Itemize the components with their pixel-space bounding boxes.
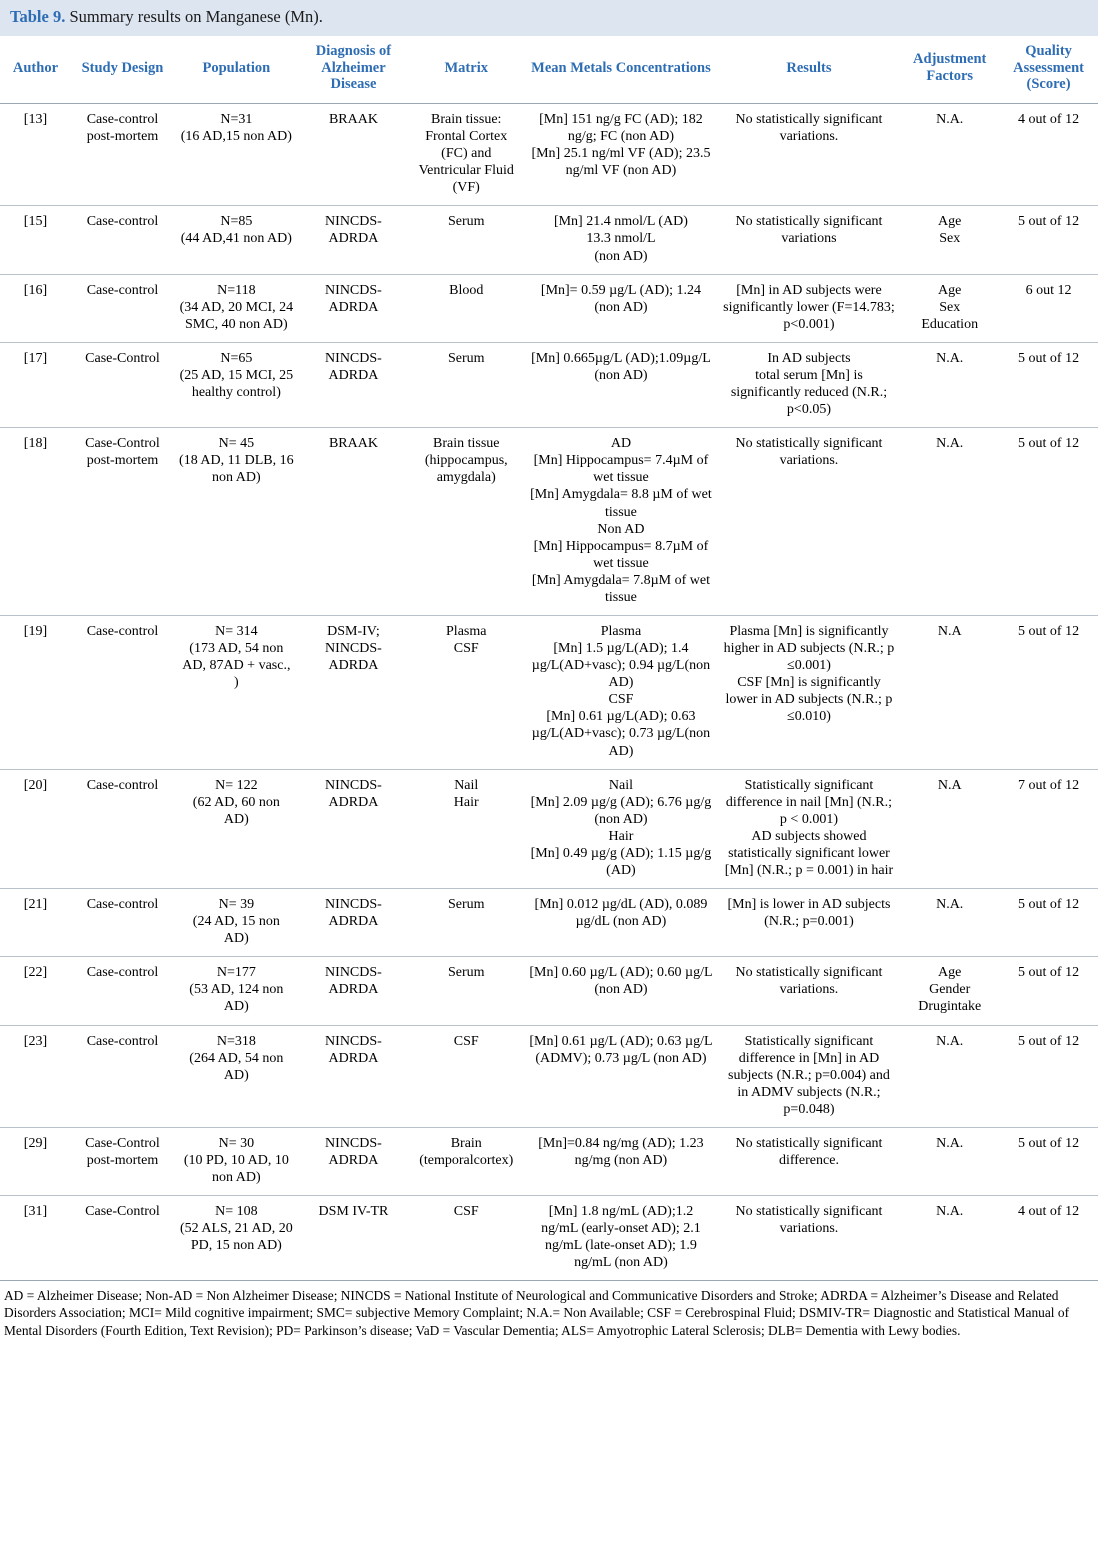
cell-mean-metals-concentrations-line: CSF — [608, 692, 634, 708]
cell-mean-metals-concentrations-line: Nail — [608, 777, 633, 793]
cell-mean-metals-concentrations-line: (non AD) — [594, 248, 648, 264]
cell-mean-metals-concentrations-line: [Mn] 0.012 µg/dL (AD), 0.089 µg/dL (non AD) — [534, 897, 708, 930]
cell-adjustment-factors-line: N.A — [937, 777, 962, 793]
cell-diagnosis — [299, 428, 409, 616]
cell-mean-metals-concentrations-line: [Mn] Hippocampus= 8.7µM of wet tissue — [533, 538, 709, 571]
cell-study-design-line: post-mortem — [86, 453, 159, 469]
cell-quality-assessment-line: 6 out 12 — [1025, 282, 1072, 298]
cell-matrix — [408, 615, 524, 769]
cell-matrix-line: CSF — [453, 641, 479, 657]
cell-results-line: total serum [Mn] is significantly reduced (N.R.; p<0.05) — [730, 367, 888, 418]
cell-population-line: N= 314 — [215, 623, 258, 639]
cell-results — [718, 1025, 901, 1127]
cell-study-design-line: post-mortem — [86, 1153, 159, 1168]
cell-matrix-line: Brain tissue (hippocampus, amygdala) — [424, 436, 508, 486]
cell-study-design — [71, 1196, 174, 1281]
cell-adjustment-factors — [900, 769, 999, 888]
cell-mean-metals-concentrations-line: [Mn] 0.49 µg/g (AD); 1.15 µg/g (AD) — [530, 845, 712, 878]
cell-mean-metals-concentrations-line: [Mn] 151 ng/g FC (AD); 182 ng/g; FC (non AD) — [539, 112, 703, 145]
cell-quality-assessment-line: 5 out of 12 — [1018, 897, 1080, 913]
cell-quality-assessment — [999, 274, 1098, 342]
cell-results-line: Plasma [Mn] is significantly higher in AD subjects (N.R.; p ≤0.001) — [723, 623, 895, 674]
cell-author-line: [15] — [23, 214, 48, 230]
cell-population — [174, 1127, 299, 1195]
cell-quality-assessment-line: 7 out of 12 — [1018, 777, 1080, 793]
cell-mean-metals-concentrations — [524, 206, 717, 274]
cell-population — [174, 889, 299, 957]
cell-study-design-line: Case-Control — [85, 1204, 160, 1220]
cell-diagnosis — [299, 274, 409, 342]
cell-population-line: (53 AD, 124 non AD) — [189, 982, 284, 1015]
cell-diagnosis — [299, 769, 409, 888]
cell-author-line: [19] — [23, 623, 48, 639]
table-row — [0, 1025, 1098, 1127]
cell-diagnosis — [299, 889, 409, 957]
cell-matrix-line: Brain tissue: Frontal Cortex (FC) and Ventricular Fluid (VF) — [418, 112, 514, 196]
cell-mean-metals-concentrations — [524, 104, 717, 206]
cell-mean-metals-concentrations — [524, 957, 717, 1025]
cell-adjustment-factors-line: N.A. — [936, 1135, 964, 1151]
cell-author-line: [21] — [23, 897, 48, 913]
cell-population — [174, 957, 299, 1025]
cell-mean-metals-concentrations-line: [Mn] Hippocampus= 7.4µM of wet tissue — [533, 453, 709, 486]
table-row — [0, 206, 1098, 274]
cell-population — [174, 1196, 299, 1281]
cell-study-design — [71, 1025, 174, 1127]
cell-population-line: N= 30 — [218, 1135, 255, 1151]
cell-results-line: Statistically significant difference in [Mn] in AD subjects (N.R.; p=0.004) and in ADMV subjects (N.R.; p=0.048) — [728, 1033, 890, 1117]
cell-population — [174, 342, 299, 427]
cell-matrix — [408, 104, 524, 206]
cell-quality-assessment — [999, 1196, 1098, 1281]
cell-adjustment-factors — [900, 1127, 999, 1195]
cell-mean-metals-concentrations-line: Hair — [608, 828, 634, 844]
cell-adjustment-factors-line: N.A. — [936, 897, 964, 913]
cell-mean-metals-concentrations-line: AD — [610, 436, 632, 452]
table-row — [0, 274, 1098, 342]
cell-adjustment-factors — [900, 206, 999, 274]
cell-diagnosis-line: NINCDS-ADRDA — [325, 777, 382, 810]
column-header-results: Results — [718, 37, 901, 104]
cell-study-design — [71, 428, 174, 616]
cell-author-line: [22] — [23, 965, 48, 981]
cell-matrix-line: Serum — [447, 350, 485, 366]
cell-results-line: No statistically significant variations. — [735, 112, 883, 145]
cell-diagnosis — [299, 957, 409, 1025]
cell-diagnosis — [299, 1196, 409, 1281]
cell-matrix — [408, 342, 524, 427]
cell-matrix — [408, 1127, 524, 1195]
cell-matrix-line: Blood — [449, 282, 484, 298]
cell-results-line: [Mn] is lower in AD subjects (N.R.; p=0.001) — [727, 897, 891, 930]
cell-adjustment-factors-line: Drugintake — [918, 999, 982, 1015]
cell-results-line: No statistically significant variations — [735, 214, 883, 247]
cell-quality-assessment-line: 4 out of 12 — [1018, 1204, 1080, 1220]
cell-results — [718, 274, 901, 342]
cell-quality-assessment — [999, 769, 1098, 888]
cell-quality-assessment — [999, 889, 1098, 957]
cell-population-line: (264 AD, 54 non AD) — [189, 1050, 284, 1083]
cell-matrix-line: CSF — [453, 1204, 479, 1220]
cell-author — [0, 1196, 71, 1281]
cell-mean-metals-concentrations — [524, 274, 717, 342]
cell-results-line: CSF [Mn] is significantly lower in AD subjects (N.R.; p ≤0.010) — [725, 675, 893, 725]
cell-study-design-line: Case-Control — [85, 350, 160, 366]
cell-mean-metals-concentrations — [524, 889, 717, 957]
cell-matrix-line: CSF — [453, 1033, 479, 1049]
cell-results-line: No statistically significant difference. — [735, 1135, 883, 1168]
cell-population-line: (18 AD, 11 DLB, 16 non AD) — [179, 453, 294, 486]
column-header-matrix: Matrix — [408, 37, 524, 104]
cell-mean-metals-concentrations — [524, 1025, 717, 1127]
cell-adjustment-factors — [900, 1025, 999, 1127]
cell-matrix — [408, 1025, 524, 1127]
cell-adjustment-factors — [900, 104, 999, 206]
cell-population — [174, 615, 299, 769]
cell-author-line: [31] — [23, 1204, 48, 1220]
cell-adjustment-factors-line: Sex — [939, 299, 961, 315]
summary-results-table — [0, 37, 1098, 1281]
cell-study-design-line: Case-control — [86, 1033, 159, 1049]
cell-diagnosis-line: NINCDS-ADRDA — [325, 350, 382, 383]
cell-results-line: In AD subjects — [767, 350, 851, 366]
cell-results — [718, 957, 901, 1025]
cell-matrix-line: Nail — [454, 777, 479, 793]
cell-matrix — [408, 769, 524, 888]
cell-mean-metals-concentrations — [524, 769, 717, 888]
cell-results — [718, 428, 901, 616]
cell-mean-metals-concentrations-line: [Mn] 21.4 nmol/L (AD) — [553, 214, 688, 230]
cell-study-design — [71, 104, 174, 206]
cell-results-line: No statistically significant variations. — [735, 965, 883, 998]
cell-matrix-line: Serum — [447, 897, 485, 913]
cell-quality-assessment-line: 5 out of 12 — [1018, 436, 1080, 452]
cell-results — [718, 342, 901, 427]
cell-population-line: N=31 — [220, 112, 253, 128]
cell-diagnosis-line: NINCDS-ADRDA — [325, 1135, 382, 1168]
cell-author-line: [13] — [23, 112, 48, 128]
cell-mean-metals-concentrations-line: [Mn] 2.09 µg/g (AD); 6.76 µg/g (non AD) — [530, 794, 712, 827]
cell-population-line: (173 AD, 54 non AD, 87AD + vasc., ) — [182, 641, 291, 691]
cell-adjustment-factors-line: N.A. — [936, 350, 964, 366]
table-caption — [0, 0, 1098, 37]
cell-results — [718, 1127, 901, 1195]
cell-mean-metals-concentrations-line: [Mn] Amygdala= 7.8µM of wet tissue — [531, 572, 710, 605]
cell-population-line: N=85 — [220, 214, 253, 230]
cell-population-line: (34 AD, 20 MCI, 24 SMC, 40 non AD) — [179, 299, 294, 332]
cell-population-line: N=118 — [217, 282, 256, 298]
cell-results-line: No statistically significant variations. — [735, 436, 883, 469]
cell-quality-assessment — [999, 342, 1098, 427]
cell-study-design — [71, 615, 174, 769]
cell-population-line: N=177 — [216, 965, 256, 981]
cell-author — [0, 957, 71, 1025]
cell-matrix — [408, 957, 524, 1025]
cell-population-line: (52 ALS, 21 AD, 20 PD, 15 non AD) — [179, 1221, 293, 1254]
table-header-row — [0, 37, 1098, 104]
cell-author-line: [23] — [23, 1033, 48, 1049]
column-header-population: Population — [174, 37, 299, 104]
cell-quality-assessment — [999, 104, 1098, 206]
cell-adjustment-factors-line: Age — [938, 965, 962, 981]
cell-adjustment-factors-line: Sex — [939, 231, 961, 247]
cell-diagnosis-line: NINCDS-ADRDA — [325, 214, 382, 247]
cell-mean-metals-concentrations-line: [Mn] 1.8 ng/mL (AD);1.2 ng/mL (early-onset AD); 2.1 ng/mL (late-onset AD); 1.9 ng/mL (non AD) — [541, 1204, 701, 1271]
cell-population — [174, 1025, 299, 1127]
cell-diagnosis-line: DSM IV-TR — [318, 1204, 389, 1220]
cell-adjustment-factors-line: N.A. — [936, 1204, 964, 1220]
cell-study-design-line: Case-control — [86, 112, 159, 128]
cell-mean-metals-concentrations — [524, 1196, 717, 1281]
table-row — [0, 1196, 1098, 1281]
cell-results — [718, 615, 901, 769]
cell-quality-assessment-line: 5 out of 12 — [1018, 1135, 1080, 1151]
table-row — [0, 1127, 1098, 1195]
cell-diagnosis — [299, 342, 409, 427]
table-caption-text: Summary results on Manganese (Mn). — [69, 7, 323, 26]
table-header — [0, 37, 1098, 104]
cell-study-design — [71, 206, 174, 274]
cell-matrix-line: Serum — [447, 965, 485, 981]
cell-mean-metals-concentrations-line: Non AD — [597, 521, 645, 537]
cell-mean-metals-concentrations-line: [Mn] 25.1 ng/ml VF (AD); 23.5 ng/ml VF (non AD) — [531, 146, 711, 179]
cell-results-line: [Mn] in AD subjects were significantly lower (F=14.783; p<0.001) — [723, 282, 895, 332]
cell-mean-metals-concentrations — [524, 428, 717, 616]
cell-mean-metals-concentrations-line: [Mn]= 0.59 µg/L (AD); 1.24 (non AD) — [540, 282, 701, 315]
cell-mean-metals-concentrations-line: [Mn] 1.5 µg/L(AD); 1.4 µg/L(AD+vasc); 0.94 µg/L(non AD) — [531, 641, 711, 691]
cell-population-line: N= 122 — [215, 777, 258, 793]
cell-author — [0, 615, 71, 769]
cell-study-design — [71, 342, 174, 427]
cell-diagnosis-line: NINCDS-ADRDA — [325, 282, 382, 315]
column-header-diagnosis: Diagnosis of Alzheimer Disease — [299, 37, 409, 104]
cell-mean-metals-concentrations-line: [Mn]=0.84 ng/mg (AD); 1.23 ng/mg (non AD) — [538, 1135, 704, 1168]
cell-adjustment-factors-line: N.A. — [936, 436, 964, 452]
cell-author — [0, 1025, 71, 1127]
column-header-adjustment-factors: Adjustment Factors — [900, 37, 999, 104]
cell-study-design-line: Case-control — [86, 965, 159, 981]
cell-author-line: [16] — [23, 282, 48, 298]
cell-results-line: Statistically significant difference in nail [Mn] (N.R.; p < 0.001) — [725, 777, 893, 827]
cell-population-line: (16 AD,15 non AD) — [180, 129, 292, 145]
table-row — [0, 428, 1098, 616]
table-footnote: AD = Alzheimer Disease; Non-AD = Non Alzheimer Disease; NINCDS = National Institute of Neurological and Communicative Disorders and Stroke; ADRDA = Alzheimer’s Disease and Related Disorders Association; MCI= Mild cognitive impairment; SMC= subjective Memory Complaint; N.A.= Non Available; CSF = Cerebrospinal Fluid; DSMIV-TR= Diagnostic and Statistical Manual of Mental Disorders (Fourth Edition, Text Revision); PD= Parkinson’s disease; VaD = Vascular Dementia; ALS= Amyotrophic Lateral Sclerosis; DLB= Dementia with Lewy bodies. — [4, 1288, 1070, 1338]
table-row — [0, 104, 1098, 206]
cell-study-design — [71, 957, 174, 1025]
column-header-mean-metals-concentrations: Mean Metals Concentrations — [524, 37, 717, 104]
column-header-quality-assessment: Quality Assessment (Score) — [999, 37, 1098, 104]
cell-mean-metals-concentrations — [524, 1127, 717, 1195]
cell-population — [174, 206, 299, 274]
cell-adjustment-factors — [900, 428, 999, 616]
cell-mean-metals-concentrations-line: [Mn] 0.60 µg/L (AD); 0.60 µg/L (non AD) — [529, 965, 713, 998]
cell-population — [174, 769, 299, 888]
cell-diagnosis-line: NINCDS-ADRDA — [325, 965, 382, 998]
cell-adjustment-factors — [900, 889, 999, 957]
cell-author-line: [29] — [23, 1135, 48, 1151]
cell-study-design-line: Case-control — [86, 777, 159, 793]
cell-matrix — [408, 206, 524, 274]
cell-diagnosis-line: BRAAK — [328, 436, 378, 452]
cell-mean-metals-concentrations-line: [Mn] 0.61 µg/L (AD); 0.63 µg/L (ADMV); 0.73 µg/L (non AD) — [529, 1033, 713, 1066]
cell-adjustment-factors — [900, 342, 999, 427]
cell-quality-assessment-line: 4 out of 12 — [1018, 112, 1080, 128]
cell-mean-metals-concentrations-line: 13.3 nmol/L — [586, 231, 656, 247]
cell-quality-assessment — [999, 957, 1098, 1025]
cell-results-line: AD subjects showed statistically significant lower [Mn] (N.R.; p = 0.001) in hair — [724, 828, 894, 878]
table-row — [0, 342, 1098, 427]
cell-diagnosis — [299, 104, 409, 206]
cell-mean-metals-concentrations-line: Plasma — [600, 623, 642, 639]
cell-study-design-line: Case-control — [86, 214, 159, 230]
cell-matrix-line: Serum — [447, 214, 485, 230]
cell-population-line: N= 39 — [218, 897, 255, 913]
cell-population-line: N= 45 — [218, 436, 255, 452]
cell-quality-assessment — [999, 206, 1098, 274]
table-row — [0, 889, 1098, 957]
table-row — [0, 957, 1098, 1025]
cell-study-design-line: Case-control — [86, 282, 159, 298]
cell-population — [174, 104, 299, 206]
cell-study-design-line: Case-control — [86, 623, 159, 639]
cell-diagnosis-line: NINCDS-ADRDA — [325, 897, 382, 930]
cell-author — [0, 104, 71, 206]
cell-author — [0, 889, 71, 957]
cell-study-design-line: Case-Control — [85, 436, 160, 452]
cell-diagnosis-line: BRAAK — [328, 112, 378, 128]
cell-quality-assessment-line: 5 out of 12 — [1018, 214, 1080, 230]
cell-author — [0, 769, 71, 888]
cell-matrix — [408, 274, 524, 342]
cell-quality-assessment — [999, 1025, 1098, 1127]
cell-author-line: [18] — [23, 436, 48, 452]
cell-population-line: (44 AD,41 non AD) — [180, 231, 292, 247]
cell-diagnosis — [299, 615, 409, 769]
cell-study-design-line: Case-Control — [85, 1135, 160, 1151]
cell-population-line: N=65 — [220, 350, 253, 366]
cell-diagnosis-line: NINCDS-ADRDA — [325, 1033, 382, 1066]
cell-adjustment-factors-line: N.A — [937, 623, 962, 639]
cell-adjustment-factors — [900, 615, 999, 769]
table-caption-label: Table 9. — [10, 7, 66, 26]
cell-study-design — [71, 769, 174, 888]
cell-results — [718, 1196, 901, 1281]
cell-author — [0, 428, 71, 616]
table-row — [0, 769, 1098, 888]
cell-adjustment-factors-line: Age — [938, 214, 962, 230]
cell-quality-assessment-line: 5 out of 12 — [1018, 350, 1080, 366]
cell-matrix — [408, 1196, 524, 1281]
cell-results — [718, 769, 901, 888]
cell-population-line: (24 AD, 15 non AD) — [192, 914, 280, 947]
cell-diagnosis — [299, 206, 409, 274]
cell-diagnosis-line: DSM-IV; NINCDS-ADRDA — [325, 623, 382, 674]
cell-quality-assessment-line: 5 out of 12 — [1018, 623, 1080, 639]
cell-quality-assessment — [999, 615, 1098, 769]
cell-author — [0, 206, 71, 274]
cell-adjustment-factors — [900, 274, 999, 342]
cell-mean-metals-concentrations-line: [Mn] 0.665µg/L (AD);1.09µg/L (non AD) — [531, 350, 711, 383]
table-row — [0, 615, 1098, 769]
cell-mean-metals-concentrations-line: [Mn] 0.61 µg/L(AD); 0.63 µg/L(AD+vasc); 0.73 µg/L(non AD) — [531, 709, 711, 759]
table-body — [0, 104, 1098, 1281]
cell-quality-assessment — [999, 1127, 1098, 1195]
column-header-author: Author — [0, 37, 71, 104]
cell-author — [0, 342, 71, 427]
cell-study-design — [71, 889, 174, 957]
cell-population — [174, 428, 299, 616]
cell-study-design-line: post-mortem — [86, 129, 159, 145]
cell-adjustment-factors-line: Age — [938, 282, 962, 298]
cell-quality-assessment — [999, 428, 1098, 616]
cell-matrix — [408, 889, 524, 957]
cell-population-line: (25 AD, 15 MCI, 25 healthy control) — [179, 367, 294, 401]
cell-quality-assessment-line: 5 out of 12 — [1018, 965, 1080, 981]
cell-matrix-line: Hair — [453, 794, 479, 810]
cell-adjustment-factors-line: Gender — [929, 982, 971, 998]
cell-adjustment-factors — [900, 957, 999, 1025]
cell-mean-metals-concentrations — [524, 615, 717, 769]
cell-adjustment-factors — [900, 1196, 999, 1281]
cell-author-line: [17] — [23, 350, 48, 366]
cell-mean-metals-concentrations-line: [Mn] Amygdala= 8.8 µM of wet tissue — [530, 487, 712, 520]
cell-results-line: No statistically significant variations. — [735, 1204, 883, 1237]
cell-study-design-line: Case-control — [86, 897, 159, 913]
cell-adjustment-factors-line: Education — [921, 316, 979, 332]
cell-population — [174, 274, 299, 342]
cell-author — [0, 274, 71, 342]
cell-population-line: (10 PD, 10 AD, 10 non AD) — [183, 1153, 289, 1186]
cell-study-design — [71, 274, 174, 342]
cell-diagnosis — [299, 1127, 409, 1195]
cell-adjustment-factors-line: N.A. — [936, 112, 964, 128]
cell-author-line: [20] — [23, 777, 48, 793]
cell-matrix-line: Brain (temporalcortex) — [419, 1135, 514, 1168]
column-header-study-design: Study Design — [71, 37, 174, 104]
cell-population-line: (62 AD, 60 non AD) — [192, 794, 280, 827]
cell-author — [0, 1127, 71, 1195]
cell-results — [718, 104, 901, 206]
cell-study-design — [71, 1127, 174, 1195]
cell-matrix-line: Plasma — [446, 623, 487, 639]
cell-results — [718, 889, 901, 957]
cell-mean-metals-concentrations — [524, 342, 717, 427]
cell-diagnosis — [299, 1025, 409, 1127]
cell-matrix — [408, 428, 524, 616]
cell-population-line: N= 108 — [215, 1204, 258, 1220]
cell-adjustment-factors-line: N.A. — [936, 1033, 964, 1049]
cell-results — [718, 206, 901, 274]
cell-quality-assessment-line: 5 out of 12 — [1018, 1033, 1080, 1049]
cell-population-line: N=318 — [216, 1033, 256, 1049]
